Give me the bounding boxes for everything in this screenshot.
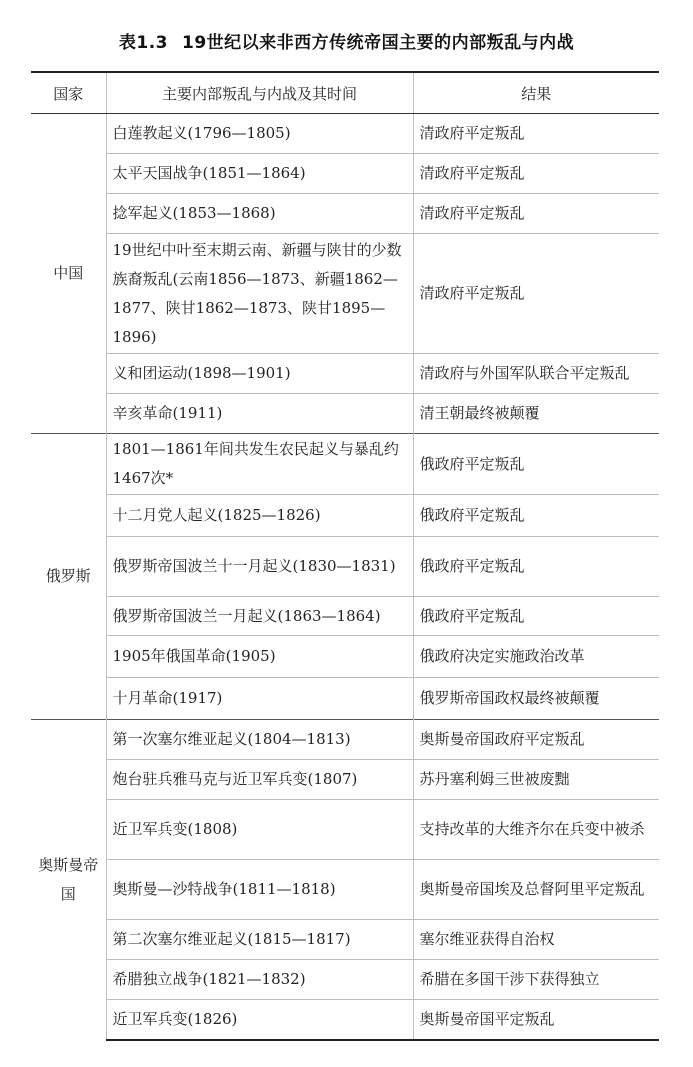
header-row: [31, 72, 659, 114]
result-cell: 俄政府平定叛乱: [413, 434, 659, 495]
rebellions-table: [31, 71, 659, 1041]
table-caption: [0, 28, 693, 53]
result-cell: 奥斯曼帝国政府平定叛乱: [413, 720, 659, 760]
result-cell: 清政府平定叛乱: [413, 114, 659, 154]
result-cell: 俄政府平定叛乱: [413, 495, 659, 537]
event-cell: 白莲教起义(1796—1805): [106, 114, 413, 154]
event-cell: 十二月党人起义(1825—1826): [106, 495, 413, 537]
table-row: [31, 860, 659, 920]
result-cell: 希腊在多国干涉下获得独立: [413, 960, 659, 1000]
table-row: [31, 394, 659, 434]
event-cell: 俄罗斯帝国波兰一月起义(1863—1864): [106, 597, 413, 636]
table-row: [31, 597, 659, 636]
table-row: [31, 760, 659, 800]
event-cell: 十月革命(1917): [106, 678, 413, 720]
result-cell: 俄政府决定实施政治改革: [413, 636, 659, 678]
result-cell: 清政府与外国军队联合平定叛乱: [413, 354, 659, 394]
result-cell: 奥斯曼帝国平定叛乱: [413, 1000, 659, 1040]
result-cell: 俄罗斯帝国政权最终被颠覆: [413, 678, 659, 720]
table-row: [31, 636, 659, 678]
table-row: [31, 720, 659, 760]
result-cell: 苏丹塞利姆三世被废黜: [413, 760, 659, 800]
table-title: 19世纪以来非西方传统帝国主要的内部叛乱与内战: [181, 33, 575, 53]
result-cell: 奥斯曼帝国埃及总督阿里平定叛乱: [413, 860, 659, 920]
event-cell: 近卫军兵变(1826): [106, 1000, 413, 1040]
country-cell: 俄罗斯: [31, 434, 106, 720]
table-row: [31, 960, 659, 1000]
event-cell: 捻军起义(1853—1868): [106, 194, 413, 234]
country-cell: 中国: [31, 114, 106, 434]
event-cell: 太平天国战争(1851—1864): [106, 154, 413, 194]
table-row: [31, 154, 659, 194]
event-cell: 辛亥革命(1911): [106, 394, 413, 434]
event-cell: 1905年俄国革命(1905): [106, 636, 413, 678]
event-cell: 奥斯曼—沙特战争(1811—1818): [106, 860, 413, 920]
result-cell: 清政府平定叛乱: [413, 194, 659, 234]
table-row: [31, 114, 659, 154]
event-cell: 希腊独立战争(1821—1832): [106, 960, 413, 1000]
event-cell: 1801—1861年间共发生农民起义与暴乱约1467次*: [106, 434, 413, 495]
event-cell: 19世纪中叶至末期云南、新疆与陕甘的少数族裔叛乱(云南1856—1873、新疆1862—1877、陕甘1862—1873、陕甘1895—1896): [106, 234, 413, 354]
column-header-event: 主要内部叛乱与内战及其时间: [106, 72, 413, 114]
event-cell: 炮台驻兵雅马克与近卫军兵变(1807): [106, 760, 413, 800]
table-row: [31, 920, 659, 960]
result-cell: 清政府平定叛乱: [413, 234, 659, 354]
table-body: [31, 114, 659, 1040]
event-cell: 第二次塞尔维亚起义(1815—1817): [106, 920, 413, 960]
result-cell: 清王朝最终被颠覆: [413, 394, 659, 434]
table-row: [31, 354, 659, 394]
table-number: 表1.3: [118, 33, 168, 53]
table-row: [31, 495, 659, 537]
result-cell: 塞尔维亚获得自治权: [413, 920, 659, 960]
result-cell: 清政府平定叛乱: [413, 154, 659, 194]
event-cell: 近卫军兵变(1808): [106, 800, 413, 860]
table-row: [31, 537, 659, 597]
table-row: [31, 1000, 659, 1040]
table-row: [31, 194, 659, 234]
table-row: [31, 678, 659, 720]
country-cell: 奥斯曼帝国: [31, 720, 106, 1040]
result-cell: 俄政府平定叛乱: [413, 537, 659, 597]
table-row: [31, 434, 659, 495]
result-cell: 俄政府平定叛乱: [413, 597, 659, 636]
event-cell: 俄罗斯帝国波兰十一月起义(1830—1831): [106, 537, 413, 597]
event-cell: 第一次塞尔维亚起义(1804—1813): [106, 720, 413, 760]
column-header-country: 国家: [31, 72, 106, 114]
table-row: [31, 234, 659, 354]
table-row: [31, 800, 659, 860]
event-cell: 义和团运动(1898—1901): [106, 354, 413, 394]
column-header-result: 结果: [413, 72, 659, 114]
result-cell: 支持改革的大维齐尔在兵变中被杀: [413, 800, 659, 860]
